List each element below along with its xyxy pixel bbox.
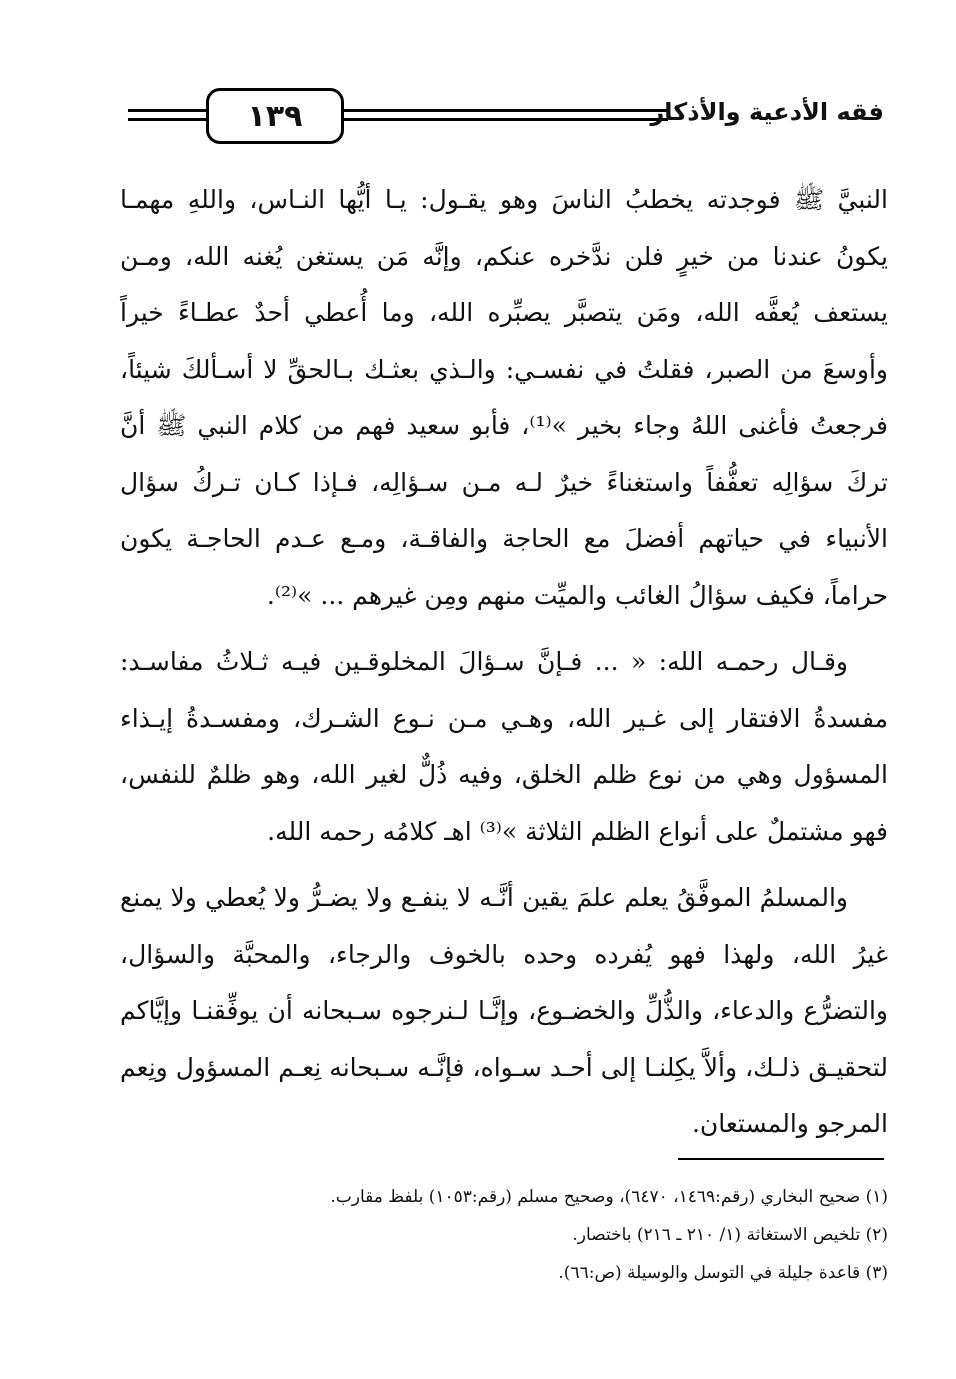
paragraph: والمسلمُ الموفَّقُ يعلم علمَ يقين أنَّـه لا ينفـع ولا يضـرُّ ولا يُعطي ولا يمنع غيرُ الله، ولهذا فهو يُفرده وحده بالخوف والرجاء، والمحبَّة والسؤال، والتضرُّع والدعاء، والذُّلِّ والخضـوع، وإنَّـا لـنرجوه سـبحانه أن يوفِّقنـا وإيَّاكم لتحقيـق ذلـك، وألاَّ يكِلنـا إلى أحـد سـواه، فإنَّـه سـبحانه نِعـم المسؤول ونِعم المرجو والمستعان. (120, 883, 888, 1138)
body-text (120, 172, 888, 1153)
page-header (128, 88, 884, 146)
page-number: ١٣٩ (247, 98, 303, 134)
footnote-separator (678, 1158, 884, 1160)
running-title: فقه الأدعية والأذكار (650, 98, 884, 126)
header-rule-right (338, 118, 668, 121)
header-rule-left (128, 118, 210, 121)
footnote: (١) صحيح البخاري (رقم:١٤٦٩، ٦٤٧٠)، وصحيح مسلم (رقم:١٠٥٣) بلفظ مقارب. (330, 1187, 888, 1207)
paragraph: وقـال رحمـه الله: « ... فـإنَّ سـؤالَ المخلوقـين فيـه ثـلاثُ مفاسـد: مفسدةُ الافتقار إلى غـير الله، وهـي مـن نـوع الشـرك، ومفسـدةُ إيـذاء المسؤول وهي من نوع ظلم الخلق، وفيه ذُلٌّ لغير الله، وهو ظلمٌ للنفس، فهو مشتملٌ على أنواع الظلم الثلاثة »⁽³⁾ اهـ كلامُه رحمه الله. (120, 647, 888, 846)
paragraph: النبيَّ ﷺ فوجدته يخطبُ الناسَ وهو يقـول: يـا أيُّها النـاس، واللهِ مهمـا يكونُ عندنا من خيرٍ فلن ندَّخره عنكم، وإنَّه مَن يستغن يُغنه الله، ومـن يستعف يُعفَّه الله، ومَن يتصبَّر يصبِّره الله، وما أُعطي أحدٌ عطـاءً خيراً وأوسعَ من الصبر، فقلتُ في نفسـي: والـذي بعثـك بـالحقِّ لا أسـألكَ شيئاً، فرجعتُ فأغنى اللهُ وجاء بخير »⁽¹⁾، فأبو سعيد فهم من كلام النبي ﷺ أنَّ تركَ سؤالِه تعفُّفاً واستغناءً خيرٌ لـه مـن سـؤالِه، فـإذا كـان تـركُ سؤال الأنبياء في حياتهم أفضلَ مع الحاجة والفاقـة، ومـع عـدم الحاجـة يكون حراماً، فكيف سؤالُ الغائب والميِّت منهم ومِن غيرهم ... »⁽²⁾. (120, 185, 888, 610)
footnotes (120, 1178, 888, 1292)
header-rule-right (338, 109, 668, 112)
footnote: (٢) تلخيص الاستغاثة (١/ ٢١٠ ـ ٢١٦) باختصار. (572, 1225, 888, 1245)
header-rule-left (128, 109, 210, 112)
page-number-box (206, 88, 344, 144)
footnote: (٣) قاعدة جليلة في التوسل والوسيلة (ص:٦٦). (558, 1263, 888, 1283)
